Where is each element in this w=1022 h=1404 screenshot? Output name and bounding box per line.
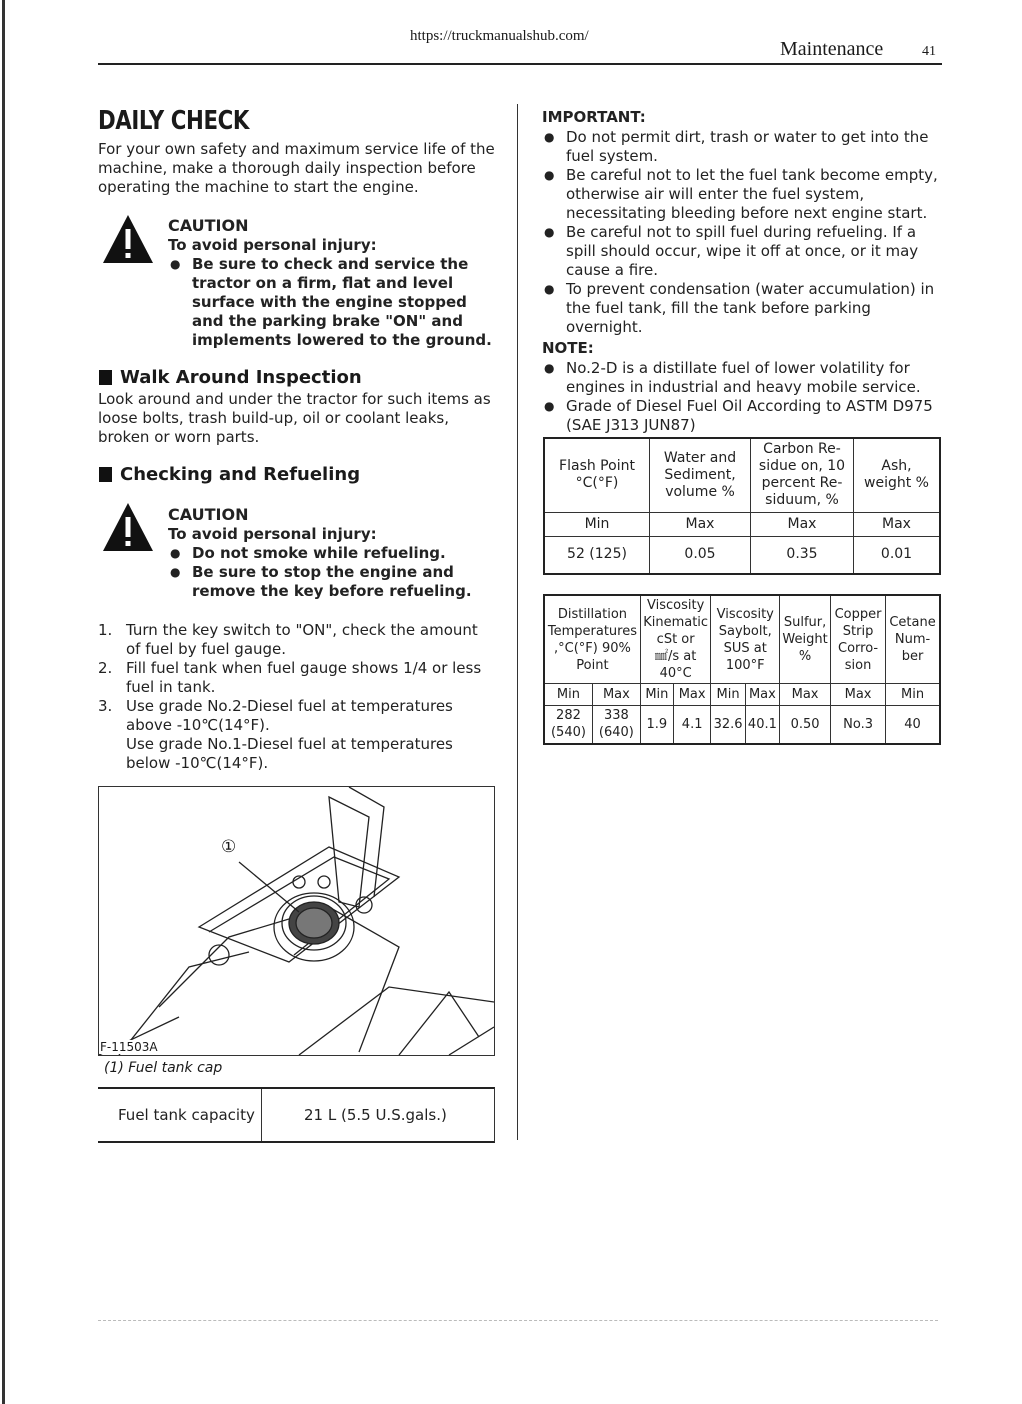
table-header: Distillation Temperatures ,°C(°F) 90% Point [544, 595, 640, 684]
step-item: 1. Turn the key switch to "ON", check the amount of fuel by fuel gauge. [98, 621, 478, 658]
step-item: 2. Fill fuel tank when fuel gauge shows 1/4 or less fuel in tank. [98, 659, 482, 696]
step-item: 3. Use grade No.2-Diesel fuel at temperatures above -10℃(14°F). Use grade No.1-Diesel fuel at temperatures below -10℃(14°F). [98, 697, 453, 772]
note-item: ● Grade of Diesel Fuel Oil According to ASTM D975 (SAE J313 JUN87) [542, 397, 940, 435]
table-cell: 32.6 [711, 706, 745, 744]
table-cell: 0.01 [854, 536, 941, 574]
caution-list [168, 255, 496, 350]
capacity-divider [261, 1089, 262, 1141]
figure-caption: (1) Fuel tank cap [104, 1060, 223, 1076]
table-cell: 40 [886, 706, 940, 744]
table-header: Ash, weight % [854, 438, 941, 512]
table-cell: No.3 [831, 706, 886, 744]
table-cell: 1.9 [640, 706, 673, 744]
intro-text: For your own safety and maximum service life of the machine, make a thorough daily inspection before operating the machine to start the engine. [98, 140, 495, 196]
table-cell: 4.1 [673, 706, 711, 744]
page-title: DAILY CHECK [98, 106, 249, 136]
table-cell: Min [544, 684, 592, 706]
table-header: Flash Point °C(°F) [544, 438, 650, 512]
header-url: https://truckmanualshub.com/ [410, 28, 589, 44]
refueling-heading-text: Checking and Refueling [120, 464, 361, 485]
note-item: ● No.2-D is a distillate fuel of lower volatility for engines in industrial and heavy mobile service. [542, 359, 940, 397]
fuel-spec-table-1 [543, 437, 941, 575]
warning-icon [102, 502, 154, 552]
left-binding-edge [2, 0, 5, 1404]
table-cell: Max [854, 512, 941, 536]
footer-rule [98, 1320, 938, 1321]
capacity-table [98, 1087, 495, 1143]
important-item: ● Be careful not to let the fuel tank become empty, otherwise air will enter the fuel system, necessitating bleeding before next engine start. [542, 166, 940, 223]
table-cell: 0.35 [751, 536, 854, 574]
important-item: ● Do not permit dirt, trash or water to get into the fuel system. [542, 128, 940, 166]
refuel-steps [98, 621, 496, 773]
table-cell: Max [650, 512, 751, 536]
caution-item: ● Do not smoke while refueling. [168, 544, 496, 563]
table-cell: 282 (540) [544, 706, 592, 744]
important-list [542, 128, 940, 337]
note-title: NOTE: [542, 339, 594, 357]
caution-subtitle: To avoid personal injury: [168, 236, 377, 254]
caution-title: CAUTION [168, 216, 249, 235]
figure-callout: ① [221, 837, 237, 857]
figure-code: F-11503A [100, 1040, 158, 1054]
caution-subtitle: To avoid personal injury: [168, 525, 377, 543]
table-cell: Min [544, 512, 650, 536]
capacity-label: Fuel tank capacity [118, 1106, 255, 1124]
walk-around-text: Look around and under the tractor for such items as loose bolts, trash build-up, oil or coolant leaks, broken or worn parts. [98, 390, 491, 446]
caution-item: ● Be sure to check and service the tractor on a firm, flat and level surface with the engine stopped and the parking brake "ON" and implements lowered to the ground. [168, 255, 496, 350]
table-header: Sulfur, Weight % [780, 595, 831, 684]
table-cell: Max [673, 684, 711, 706]
table-cell: 0.50 [780, 706, 831, 744]
table-header: Viscosity Saybolt, SUS at 100°F [711, 595, 780, 684]
capacity-value: 21 L (5.5 U.S.gals.) [304, 1106, 447, 1124]
table-cell: Max [831, 684, 886, 706]
refueling-heading [99, 464, 360, 485]
table-cell: Min [886, 684, 940, 706]
table-header: Viscosity Kinematic cSt or ㎟/s at 40°C [640, 595, 711, 684]
table-cell: Max [780, 684, 831, 706]
table-header: Carbon Re-sidue on, 10 percent Re-siduum, % [751, 438, 854, 512]
table-cell: Min [640, 684, 673, 706]
warning-icon [102, 214, 154, 264]
table-cell: 338 (640) [592, 706, 640, 744]
walk-around-heading [99, 367, 362, 388]
table-cell: Max [592, 684, 640, 706]
table-cell: 0.05 [650, 536, 751, 574]
walk-around-heading-text: Walk Around Inspection [120, 367, 362, 388]
column-divider [517, 104, 518, 1140]
table-cell: Min [711, 684, 745, 706]
table-cell: Max [745, 684, 779, 706]
table-cell: Max [751, 512, 854, 536]
note-list [542, 359, 940, 435]
section-title: Maintenance [780, 38, 884, 60]
table-header: Copper Strip Corro-sion [831, 595, 886, 684]
important-title: IMPORTANT: [542, 108, 646, 126]
fuel-spec-table-2 [543, 594, 941, 745]
caution-item: ● Be sure to stop the engine and remove the key before refueling. [168, 563, 496, 601]
important-item: ● To prevent condensation (water accumulation) in the fuel tank, fill the tank before parking overnight. [542, 280, 940, 337]
important-item: ● Be careful not to spill fuel during refueling. If a spill should occur, wipe it off at once, or it may cause a fire. [542, 223, 940, 280]
header-rule [98, 63, 942, 65]
table-header: Water and Sediment, volume % [650, 438, 751, 512]
caution-title: CAUTION [168, 505, 249, 524]
page-number: 41 [922, 44, 936, 59]
table-header: Cetane Num-ber [886, 595, 940, 684]
table-cell: 40.1 [745, 706, 779, 744]
caution-list [168, 544, 496, 601]
table-cell: 52 (125) [544, 536, 650, 574]
fuel-tank-figure [98, 786, 495, 1056]
